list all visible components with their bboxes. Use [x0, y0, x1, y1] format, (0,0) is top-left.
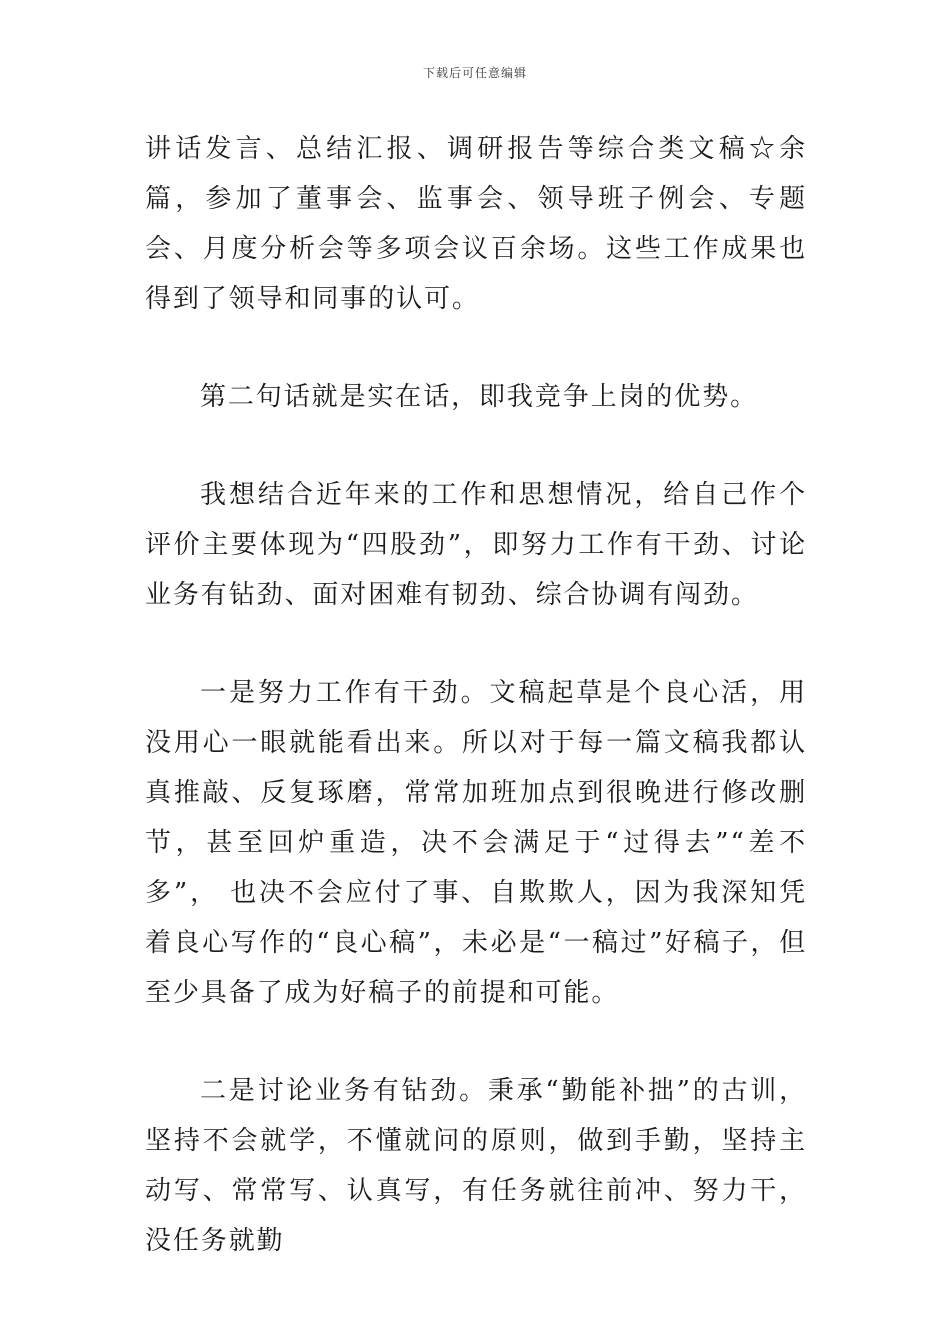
paragraph-gap [145, 1018, 807, 1066]
paragraph-study: 二是讨论业务有钻劲。秉承“勤能补拙”的古训，坚持不会就学，不懂就问的原则，做到手勤，坚持主动写、常常写、认真写，有任务就往前冲、努力干，没任务就勤 [145, 1076, 807, 1256]
paragraph-self-evaluation: 我想结合近年来的工作和思想情况，给自己作个评价主要体现为“四股劲”，即努力工作有干劲、讨论业务有钻劲、面对困难有韧劲、综合协调有闯劲。 [145, 480, 807, 610]
paragraph-gap [145, 422, 807, 470]
page-header: 下载后可任意编辑 [422, 66, 527, 80]
paragraph-continuation: 讲话发言、总结汇报、调研报告等综合类文稿☆余篇，参加了董事会、监事会、领导班子例会、专题会、月度分析会等多项会议百余场。这些工作成果也得到了领导和同事的认可。 [145, 134, 807, 314]
paragraph-hard-work: 一是努力工作有干劲。文稿起草是个良心活，用没用心一眼就能看出来。所以对于每一篇文稿我都认真推敲、反复琢磨，常常加班加点到很晚进行修改删节，甚至回炉重造，决不会满足于“过得去”“差不多”， 也决不会应付了事、自欺欺人，因为我深知凭着良心写作的“良心稿”，未必是“一稿过”好稿子，但至少具备了成为好稿子的前提和可能。 [145, 678, 807, 1008]
paragraph-second-point: 第二句话就是实在话，即我竞争上岗的优势。 [200, 382, 759, 412]
paragraph-gap [145, 620, 807, 668]
document-body [145, 124, 807, 1266]
paragraph-gap [145, 324, 807, 372]
